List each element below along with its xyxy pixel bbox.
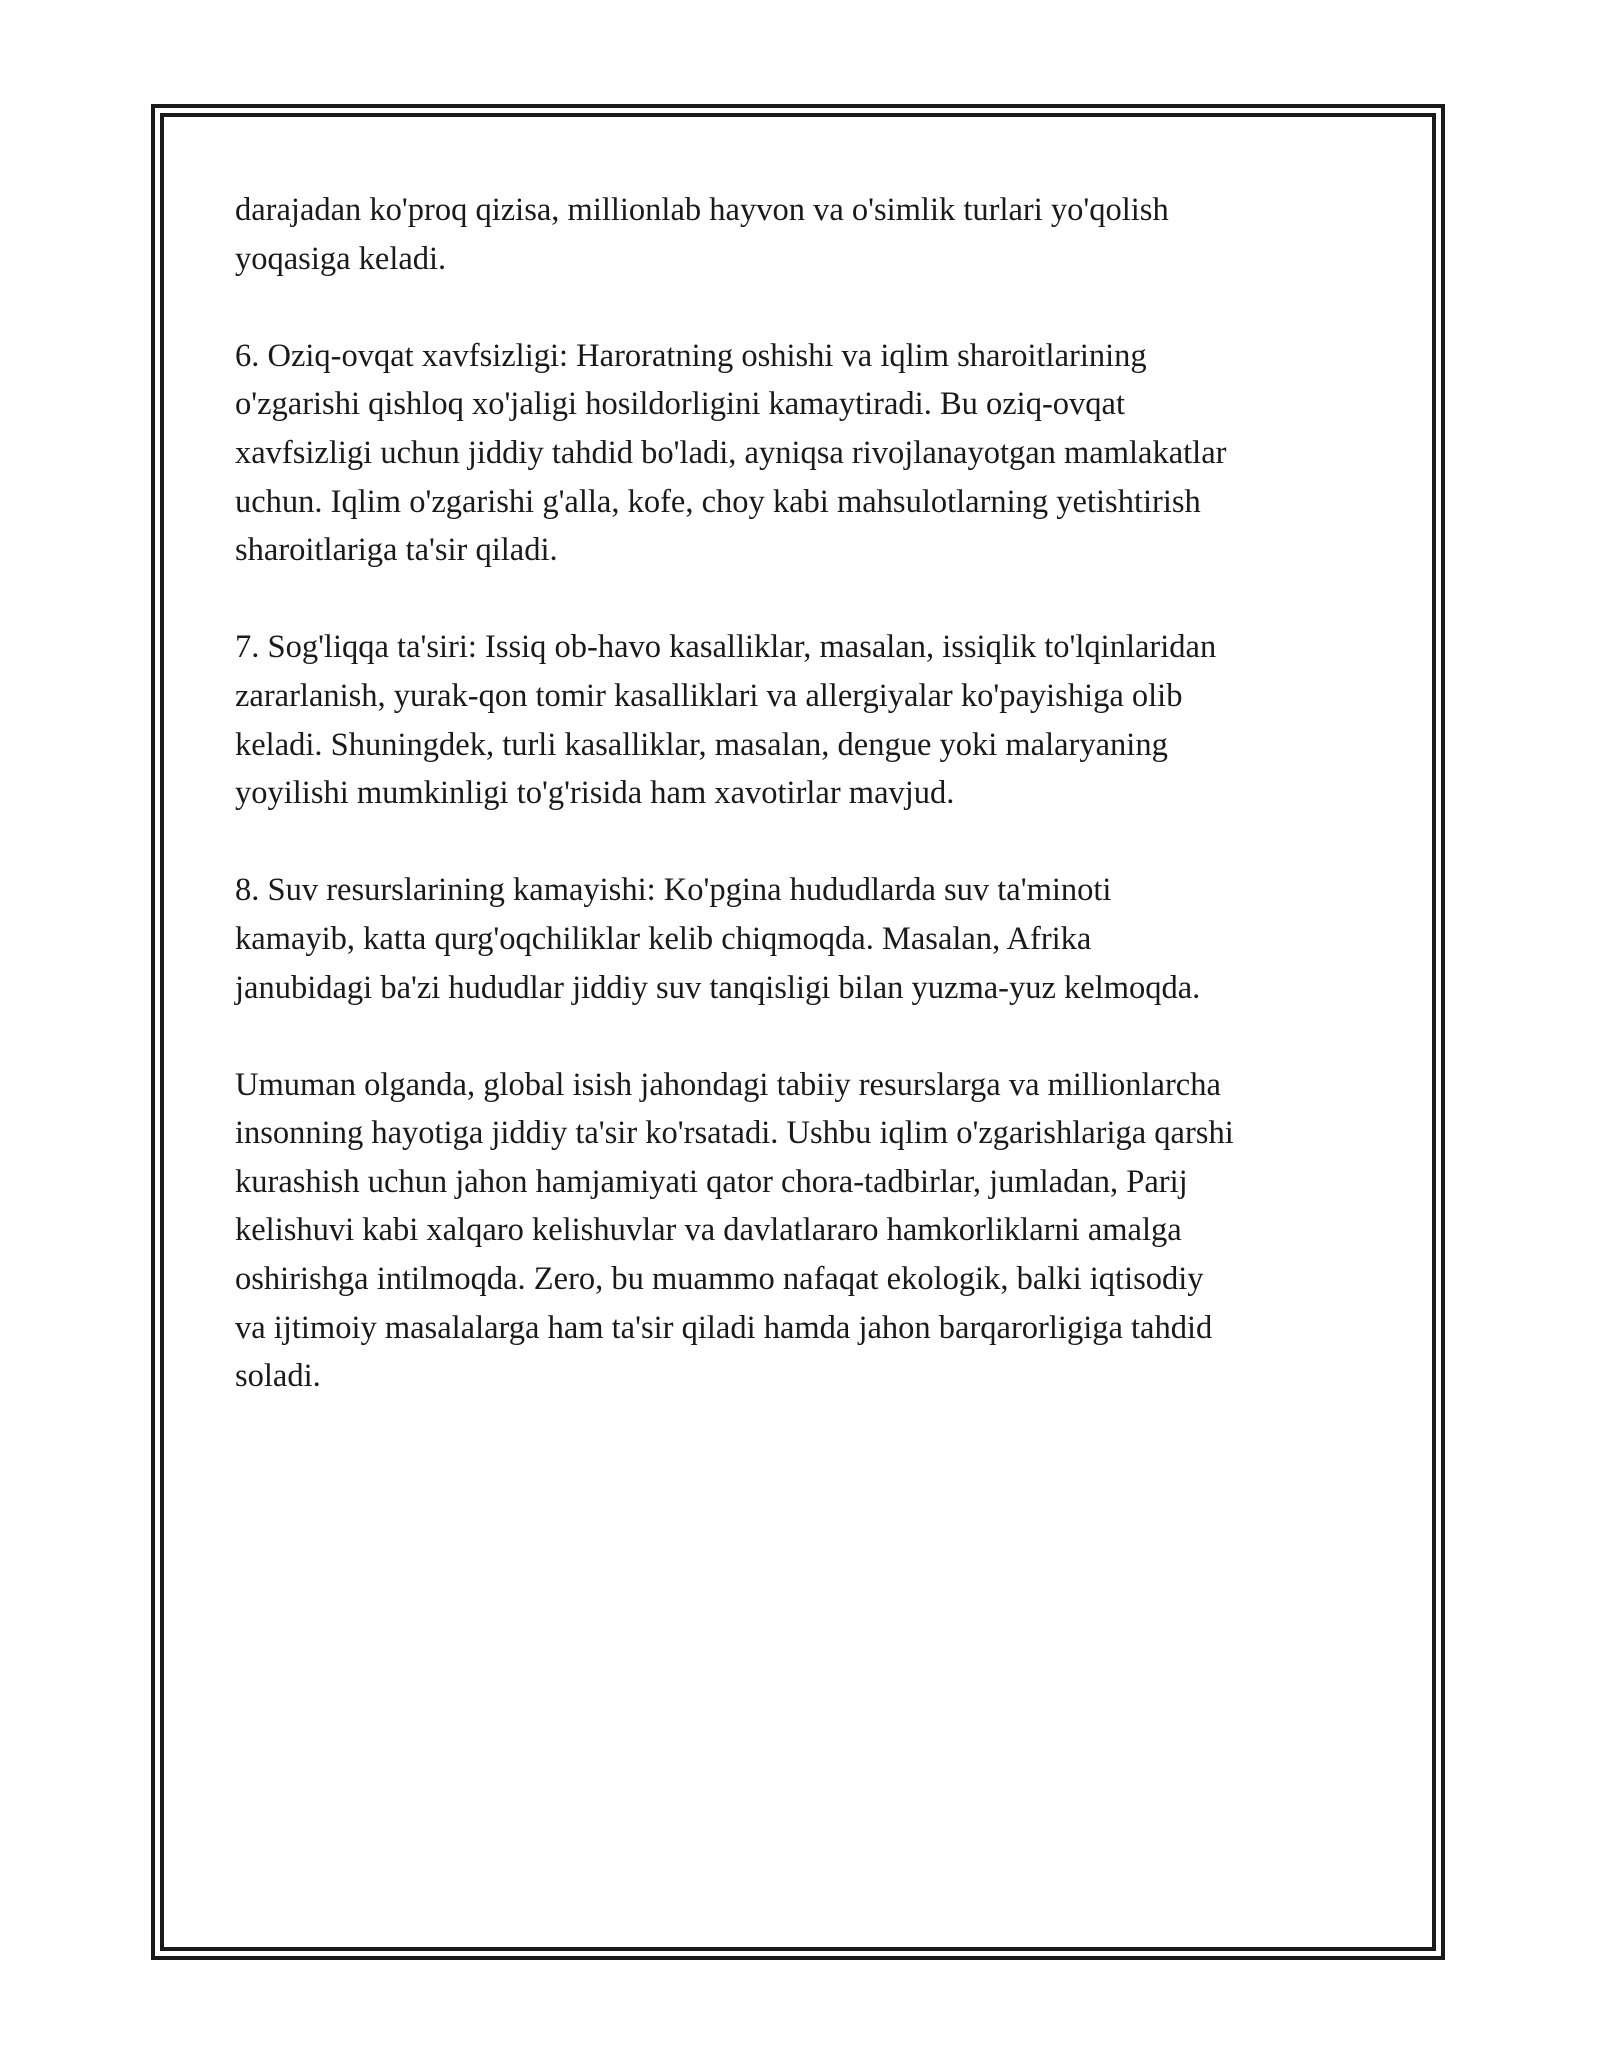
paragraph-water-resources: 8. Suv resurslarining kamayishi: Ko'pgina hududlarda suv ta'minoti kamayib, katta qurg'oqchiliklar kelib chiqmoqda. Masalan, Afrika janubidagi ba'zi hududlar jiddiy suv tanqisligi bilan yuzma-yuz kelmoqda. bbox=[235, 872, 1201, 1006]
document-body bbox=[235, 186, 1375, 1401]
paragraph-health-impact: 7. Sog'liqqa ta'siri: Issiq ob-havo kasalliklar, masalan, issiqlik to'lqinlaridan zararlanish, yurak-qon tomir kasalliklari va allergiyalar ko'payishiga olib keladi. Shuningdek, turli kasalliklar, masalan, dengue yoki malaryaning yoyilishi mumkinligi to'g'risida ham xavotirlar mavjud. bbox=[235, 629, 1217, 812]
paragraph-continuation: darajadan ko'proq qizisa, millionlab hayvon va o'simlik turlari yo'qolish yoqasiga keladi. bbox=[235, 192, 1169, 277]
paragraph-food-security: 6. Oziq-ovqat xavfsizligi: Haroratning oshishi va iqlim sharoitlarining o'zgarishi qishloq xo'jaligi hosildorligini kamaytiradi. Bu oziq-ovqat xavfsizligi uchun jiddiy tahdid bo'ladi, ayniqsa rivojlanayotgan mamlakatlar uchun. Iqlim o'zgarishi g'alla, kofe, choy kabi mahsulotlarning yetishtirish sharoitlariga ta'sir qiladi. bbox=[235, 337, 1227, 569]
paragraph-conclusion: Umuman olganda, global isish jahondagi tabiiy resurslarga va millionlarcha insonning hayotiga jiddiy ta'sir ko'rsatadi. Ushbu iqlim o'zgarishlariga qarshi kurashish uchun jahon hamjamiyati qator chora-tadbirlar, jumladan, Parij kelishuvi kabi xalqaro kelishuvlar va davlatlararo hamkorliklarni amalga oshirishga intilmoqda. Zero, bu muammo nafaqat ekologik, balki iqtisodiy va ijtimoiy masalalarga ham ta'sir qiladi hamda jahon barqarorligiga tahdid soladi. bbox=[235, 1066, 1234, 1395]
